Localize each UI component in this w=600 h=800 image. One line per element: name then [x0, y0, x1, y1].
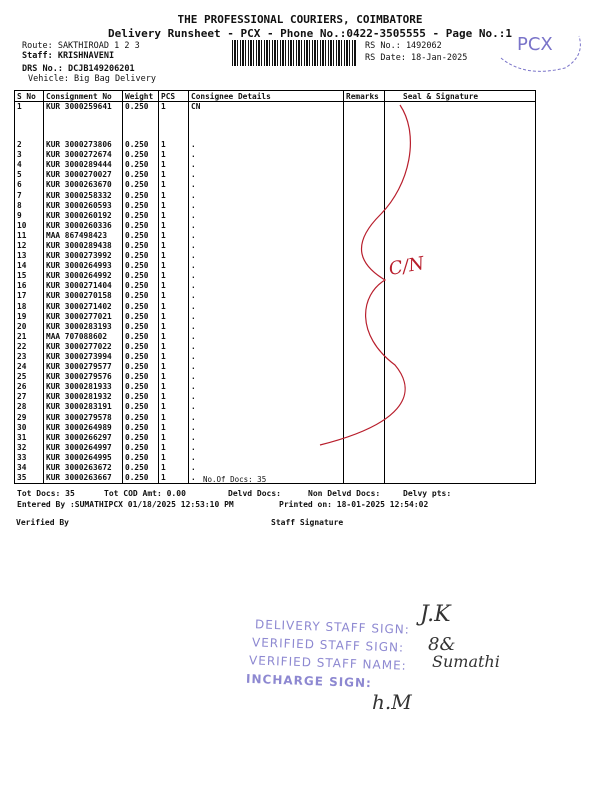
cell-sno: 5	[15, 170, 44, 180]
cell-consignment: KUR 3000273992	[44, 251, 123, 261]
cell-sno: 25	[15, 372, 44, 382]
cell-sno: 4	[15, 160, 44, 170]
cell-consignee: .	[189, 190, 344, 200]
cell-pcs: 1	[159, 170, 189, 180]
printed-on: Printed on: 18-01-2025 12:54:02	[279, 500, 429, 509]
cell-weight: 0.250	[123, 332, 159, 342]
cell-consignment: KUR 3000289444	[44, 160, 123, 170]
cell-sno: 9	[15, 211, 44, 221]
cell-pcs: 1	[159, 140, 189, 150]
cell-weight: 0.250	[123, 463, 159, 473]
cell-weight: 0.250	[123, 291, 159, 301]
cell-weight: 0.250	[123, 211, 159, 221]
cell-consignee: .	[189, 362, 344, 372]
cell-consignee: .	[189, 453, 344, 463]
cell-sno: 16	[15, 281, 44, 291]
cell-seal	[385, 473, 536, 484]
cell-consignment: KUR 3000266297	[44, 433, 123, 443]
cell-pcs: 1	[159, 102, 189, 141]
cell-consignment: KUR 3000260593	[44, 201, 123, 211]
cell-sno: 20	[15, 322, 44, 332]
cell-sno: 31	[15, 433, 44, 443]
cell-weight: 0.250	[123, 221, 159, 231]
handwritten-sign-2: 8&	[428, 634, 456, 655]
cell-consignment: KUR 3000264995	[44, 453, 123, 463]
staff-signature: Staff Signature	[271, 518, 344, 527]
cell-sno: 13	[15, 251, 44, 261]
cell-pcs: 1	[159, 312, 189, 322]
cell-consignee: .	[189, 392, 344, 402]
cell-consignee: .	[189, 251, 344, 261]
cell-consignee: .	[189, 231, 344, 241]
cell-remarks	[344, 473, 385, 484]
cell-consignment: KUR 3000271404	[44, 281, 123, 291]
cell-consignee: .	[189, 473, 344, 484]
cell-pcs: 1	[159, 271, 189, 281]
verified-by: Verified By	[16, 518, 69, 527]
cell-weight: 0.250	[123, 150, 159, 160]
cell-sno: 3	[15, 150, 44, 160]
tot-cod: Tot COD Amt: 0.00	[104, 489, 186, 498]
cell-sno: 22	[15, 342, 44, 352]
cell-consignment: KUR 3000260336	[44, 221, 123, 231]
col-seal: Seal & Signature	[385, 91, 536, 102]
cell-consignee: .	[189, 312, 344, 322]
cell-consignment: KUR 3000273994	[44, 352, 123, 362]
col-consignment: Consignment No	[44, 91, 123, 102]
cell-pcs: 1	[159, 332, 189, 342]
corner-stamp-text: PCX	[517, 34, 553, 55]
cell-remarks	[344, 463, 385, 473]
cell-pcs: 1	[159, 382, 189, 392]
cell-weight: 0.250	[123, 473, 159, 484]
cell-consignment: KUR 3000263667	[44, 473, 123, 484]
cell-pcs: 1	[159, 342, 189, 352]
cell-sno: 27	[15, 392, 44, 402]
cell-consignee: .	[189, 413, 344, 423]
cell-weight: 0.250	[123, 271, 159, 281]
cell-weight: 0.250	[123, 433, 159, 443]
cell-sno: 29	[15, 413, 44, 423]
cell-pcs: 1	[159, 231, 189, 241]
cell-pcs: 1	[159, 463, 189, 473]
cell-consignment: KUR 3000263672	[44, 463, 123, 473]
cell-sno: 24	[15, 362, 44, 372]
cell-weight: 0.250	[123, 201, 159, 211]
cell-pcs: 1	[159, 443, 189, 453]
cell-consignee: .	[189, 150, 344, 160]
cell-weight: 0.250	[123, 342, 159, 352]
cell-weight: 0.250	[123, 160, 159, 170]
route-label: Route: SAKTHIROAD 1 2 3	[22, 41, 140, 51]
barcode	[232, 40, 356, 66]
stamp-delivery-staff: DELIVERY STAFF SIGN:	[254, 617, 411, 637]
cell-pcs: 1	[159, 423, 189, 433]
cell-weight: 0.250	[123, 251, 159, 261]
cell-consignment: KUR 3000259641	[44, 102, 123, 141]
cell-weight: 0.250	[123, 190, 159, 200]
cell-consignment: KUR 3000283193	[44, 322, 123, 332]
cell-consignee: .	[189, 241, 344, 251]
cell-consignment: MAA 867498423	[44, 231, 123, 241]
cell-weight: 0.250	[123, 180, 159, 190]
cell-pcs: 1	[159, 251, 189, 261]
cell-sno: 11	[15, 231, 44, 241]
cell-consignee: .	[189, 211, 344, 221]
cell-sno: 6	[15, 180, 44, 190]
cell-weight: 0.250	[123, 102, 159, 141]
cell-sno: 33	[15, 453, 44, 463]
cell-consignee: .	[189, 261, 344, 271]
cell-pcs: 1	[159, 241, 189, 251]
cell-consignment: KUR 3000264989	[44, 423, 123, 433]
cell-pcs: 1	[159, 392, 189, 402]
cell-consignee: .	[189, 423, 344, 433]
cell-weight: 0.250	[123, 372, 159, 382]
cell-weight: 0.250	[123, 443, 159, 453]
cell-consignee: CN	[189, 102, 344, 141]
cell-weight: 0.250	[123, 413, 159, 423]
col-weight: Weight	[123, 91, 159, 102]
cell-pcs: 1	[159, 291, 189, 301]
cell-consignee: .	[189, 271, 344, 281]
cell-consignee: .	[189, 463, 344, 473]
cell-sno: 28	[15, 402, 44, 412]
cell-pcs: 1	[159, 221, 189, 231]
cell-sno: 21	[15, 332, 44, 342]
cell-weight: 0.250	[123, 352, 159, 362]
table-row	[15, 473, 536, 484]
cell-consignment: KUR 3000264992	[44, 271, 123, 281]
staff-label: Staff: KRISHNAVENI	[22, 51, 115, 61]
cell-consignment: KUR 3000260192	[44, 211, 123, 221]
cell-consignee: .	[189, 201, 344, 211]
non-delvd-docs: Non Delvd Docs:	[308, 489, 381, 498]
cell-sno: 10	[15, 221, 44, 231]
cell-consignee: .	[189, 291, 344, 301]
cell-pcs: 1	[159, 473, 189, 484]
cell-consignment: KUR 3000279577	[44, 362, 123, 372]
cell-consignment: KUR 3000277021	[44, 312, 123, 322]
sheet-title: Delivery Runsheet - PCX - Phone No.:0422-3505555 - Page No.:1	[108, 27, 512, 40]
cell-consignment: KUR 3000264993	[44, 261, 123, 271]
cell-weight: 0.250	[123, 382, 159, 392]
cell-sno: 15	[15, 271, 44, 281]
corner-stamp	[495, 18, 587, 80]
cell-sno: 26	[15, 382, 44, 392]
cell-pcs: 1	[159, 211, 189, 221]
cell-consignee: .	[189, 281, 344, 291]
cell-weight: 0.250	[123, 423, 159, 433]
cell-pcs: 1	[159, 322, 189, 332]
tot-docs: Tot Docs: 35	[17, 489, 75, 498]
cell-consignee: .	[189, 170, 344, 180]
cell-weight: 0.250	[123, 261, 159, 271]
cell-consignee: .	[189, 322, 344, 332]
cell-consignee: .	[189, 332, 344, 342]
cell-pcs: 1	[159, 190, 189, 200]
cell-consignment: KUR 3000281933	[44, 382, 123, 392]
cell-consignment: KUR 3000271402	[44, 302, 123, 312]
cell-consignee: .	[189, 160, 344, 170]
cell-consignment: KUR 3000272674	[44, 150, 123, 160]
cell-weight: 0.250	[123, 312, 159, 322]
cell-consignee: .	[189, 382, 344, 392]
cell-pcs: 1	[159, 433, 189, 443]
cell-consignee: .	[189, 342, 344, 352]
cell-consignment: KUR 3000263670	[44, 180, 123, 190]
cell-weight: 0.250	[123, 322, 159, 332]
cell-weight: 0.250	[123, 140, 159, 150]
cell-consignment: KUR 3000283191	[44, 402, 123, 412]
company-title: THE PROFESSIONAL COURIERS, COIMBATORE	[177, 13, 423, 26]
remarks-scribble	[300, 95, 460, 455]
cell-sno: 12	[15, 241, 44, 251]
cell-consignment: KUR 3000264997	[44, 443, 123, 453]
no-of-docs: No.Of Docs: 35	[203, 475, 267, 484]
cell-consignee: .	[189, 443, 344, 453]
cell-weight: 0.250	[123, 362, 159, 372]
cell-weight: 0.250	[123, 402, 159, 412]
cell-consignee: .	[189, 352, 344, 362]
cell-consignment: KUR 3000279578	[44, 413, 123, 423]
cell-sno: 30	[15, 423, 44, 433]
vehicle-label: Vehicle: Big Bag Delivery	[28, 74, 156, 84]
cell-sno: 19	[15, 312, 44, 322]
col-consignee: Consignee Details	[189, 91, 344, 102]
handwritten-sign-1: J.K	[420, 602, 451, 627]
cell-sno: 34	[15, 463, 44, 473]
cell-pcs: 1	[159, 352, 189, 362]
cell-consignment: KUR 3000258332	[44, 190, 123, 200]
cell-consignee: .	[189, 402, 344, 412]
col-sno: S No	[15, 91, 44, 102]
cell-pcs: 1	[159, 150, 189, 160]
cell-consignee: .	[189, 372, 344, 382]
cell-pcs: 1	[159, 180, 189, 190]
cell-sno: 1	[15, 102, 44, 141]
col-remarks: Remarks	[344, 91, 385, 102]
col-pcs: PCS	[159, 91, 189, 102]
cell-sno: 8	[15, 201, 44, 211]
cell-weight: 0.250	[123, 392, 159, 402]
cell-consignment: KUR 3000270158	[44, 291, 123, 301]
cell-weight: 0.250	[123, 241, 159, 251]
cell-sno: 18	[15, 302, 44, 312]
handwritten-sign-4: h.M	[372, 690, 412, 714]
cell-sno: 23	[15, 352, 44, 362]
entered-by: Entered By :SUMATHIPCX 01/18/2025 12:53:10 PM	[17, 500, 234, 509]
cell-pcs: 1	[159, 413, 189, 423]
rs-date: RS Date: 18-Jan-2025	[365, 53, 468, 63]
cell-sno: 2	[15, 140, 44, 150]
remarks-handwriting: C/N	[387, 253, 426, 280]
cell-seal	[385, 463, 536, 473]
cell-sno: 32	[15, 443, 44, 453]
cell-weight: 0.250	[123, 302, 159, 312]
cell-consignment: KUR 3000281932	[44, 392, 123, 402]
cell-sno: 35	[15, 473, 44, 484]
cell-consignee: .	[189, 433, 344, 443]
rs-number: RS No.: 1492062	[365, 41, 442, 51]
drs-number: DRS No.: DCJB149206201	[22, 64, 135, 74]
cell-weight: 0.250	[123, 170, 159, 180]
cell-pcs: 1	[159, 372, 189, 382]
cell-consignment: MAA 707088602	[44, 332, 123, 342]
cell-consignment: KUR 3000279576	[44, 372, 123, 382]
cell-consignee: .	[189, 221, 344, 231]
cell-weight: 0.250	[123, 281, 159, 291]
cell-sno: 14	[15, 261, 44, 271]
stamp-incharge: INCHARGE SIGN:	[245, 671, 373, 691]
cell-pcs: 1	[159, 201, 189, 211]
delvy-pts: Delvy pts:	[403, 489, 452, 498]
cell-sno: 17	[15, 291, 44, 301]
cell-consignment: KUR 3000289438	[44, 241, 123, 251]
cell-consignee: .	[189, 302, 344, 312]
cell-pcs: 1	[159, 160, 189, 170]
cell-consignee: .	[189, 180, 344, 190]
cell-consignment: KUR 3000270027	[44, 170, 123, 180]
cell-consignment: KUR 3000277022	[44, 342, 123, 352]
cell-pcs: 1	[159, 261, 189, 271]
cell-sno: 7	[15, 190, 44, 200]
cell-weight: 0.250	[123, 453, 159, 463]
stamp-verified-name: VERIFIED STAFF NAME:	[248, 653, 407, 673]
cell-pcs: 1	[159, 453, 189, 463]
cell-pcs: 1	[159, 281, 189, 291]
cell-consignment: KUR 3000273806	[44, 140, 123, 150]
cell-weight: 0.250	[123, 231, 159, 241]
cell-consignee: .	[189, 140, 344, 150]
table-row	[15, 463, 536, 473]
delvd-docs: Delvd Docs:	[228, 489, 281, 498]
cell-pcs: 1	[159, 362, 189, 372]
cell-pcs: 1	[159, 402, 189, 412]
handwritten-sign-3: Sumathi	[432, 652, 500, 671]
stamp-verified-sign: VERIFIED STAFF SIGN:	[251, 635, 405, 655]
cell-pcs: 1	[159, 302, 189, 312]
